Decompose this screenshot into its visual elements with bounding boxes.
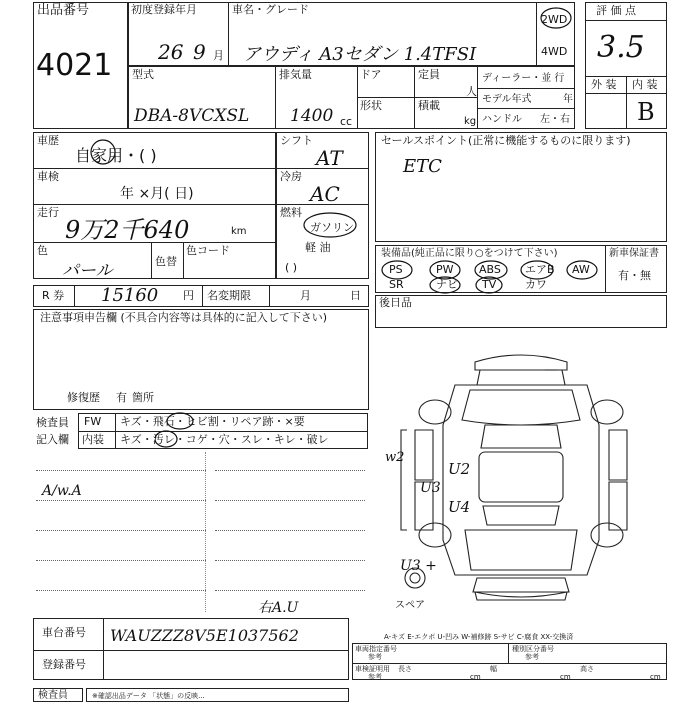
fuel-option: 軽 油	[305, 241, 331, 254]
chassis-label: 車台番号	[42, 626, 86, 639]
drive-4wd: 4WD	[541, 45, 568, 58]
load-unit: kg	[464, 116, 477, 127]
handle-label: ハンドル	[482, 114, 522, 125]
rear-item-box	[375, 295, 667, 328]
displacement-unit: cc	[340, 115, 353, 128]
gasoline-circle	[300, 210, 362, 240]
diag-u4: U4	[448, 498, 471, 516]
equip-pw: PW	[436, 263, 454, 276]
r-ken-label: R 券	[42, 289, 65, 302]
shift-label: シフト	[280, 134, 313, 147]
name-grade-label: 車名・グレード	[232, 3, 309, 16]
history-label: 車歴	[37, 134, 59, 147]
grade-label: 評 価 点	[596, 4, 636, 17]
reg-label: 登録番号	[42, 658, 86, 671]
first-reg-month: 9	[193, 40, 206, 64]
repair-value: 有	[116, 391, 127, 404]
chassis-value: WAUZZZ8V5E1037562	[110, 626, 299, 645]
inspector-label-1: 検査員	[36, 416, 69, 429]
equip-tv: TV	[482, 278, 497, 291]
notes-label: 注意事項申告欄 (不具合内容等は具体的に記入して下さい)	[40, 311, 328, 324]
height-label: 高さ	[580, 665, 594, 673]
height-unit: cm	[650, 673, 661, 681]
color-label: 色	[37, 244, 48, 257]
equipment-circle-marks	[375, 255, 605, 295]
dealer-label: ディーラー・並 行	[482, 73, 565, 84]
ac-label: 冷房	[280, 170, 302, 183]
drive-2wd: 2WD	[541, 13, 568, 26]
diag-spare: スペア	[395, 600, 425, 611]
sales-point-label: セールスポイント(正常に機能するものに限ります)	[381, 134, 631, 147]
equip-abs: ABS	[479, 263, 501, 276]
fuel-value: ガソリン	[310, 221, 354, 234]
prefix-label: 車両指定番号	[355, 645, 397, 653]
equip-ps: PS	[389, 263, 403, 276]
equip-airbag: エアB	[525, 263, 555, 276]
car-name: アウディ A3セダン 1.4TFSI	[243, 44, 477, 65]
footer-label: 検査員	[38, 690, 68, 701]
cert-ref: 参考	[368, 673, 382, 681]
width-label: 幅	[490, 665, 497, 673]
car-damage-diagram	[375, 330, 667, 622]
mileage-value: 9万2千640	[65, 216, 190, 244]
first-reg-unit: 月	[213, 49, 224, 62]
class-ref: 参考	[525, 653, 539, 661]
repair-label: 修復歴	[67, 391, 100, 404]
r-ken-box	[33, 285, 369, 307]
history-value: 自家用・( )	[75, 146, 157, 165]
fw-label: FW	[84, 415, 102, 428]
cert-label: 車検証明用	[355, 665, 390, 673]
handle-value: 左・右	[540, 114, 570, 125]
meihen-label: 名変期限	[207, 289, 251, 302]
diag-u3-left: U3	[420, 480, 441, 496]
capacity-unit: 人	[466, 85, 477, 98]
r-ken-unit: 円	[183, 289, 194, 302]
model-year-label: モデル年式	[482, 94, 532, 105]
length-unit: cm	[470, 673, 481, 681]
sales-point-box	[375, 132, 667, 242]
capacity-label: 定員	[418, 68, 440, 81]
inspection-value: 年 ×月( 日)	[120, 186, 194, 202]
inspector-circle-marks	[155, 411, 235, 451]
handwritten-note-2: 右A.U	[258, 600, 299, 616]
diag-w2: w2	[385, 450, 405, 465]
fuel-paren: ( )	[285, 261, 298, 274]
interior-inspect-label: 内装	[82, 433, 104, 446]
meihen-day: 日	[350, 289, 361, 302]
first-reg-year: 26	[158, 40, 184, 64]
private-use-circle	[88, 138, 118, 166]
model-value: DBA-8VCXSL	[134, 106, 250, 126]
repair-location: 箇所	[132, 391, 154, 404]
equip-leather: カワ	[525, 278, 547, 291]
grade-value: 3.5	[597, 30, 645, 65]
handwritten-note-1: A/w.A	[42, 483, 82, 499]
legend-text: A-キズ E-エクボ U-凹み W-補修跡 S-サビ C-腐食 XX-交換済	[384, 633, 574, 641]
displacement-value: 1400	[290, 106, 334, 126]
sales-point-value: ETC	[403, 156, 442, 177]
drive-circle-mark	[536, 4, 576, 32]
mileage-label: 走行	[37, 206, 59, 219]
interior-grade: B	[637, 98, 655, 126]
footer-text: ※確認出品データ 「状態」の反映...	[92, 692, 205, 700]
model-label: 型式	[132, 68, 154, 81]
inspection-label: 車検	[37, 170, 59, 183]
diag-u3-bottom: U3 +	[400, 558, 437, 574]
lot-label: 出品番号	[37, 3, 90, 18]
rear-item-label: 後日品	[379, 296, 412, 309]
load-label: 積載	[418, 99, 440, 112]
equip-navi: ナビ	[436, 278, 458, 291]
meihen-month: 月	[300, 289, 311, 302]
warranty-label: 新車保証書	[609, 248, 659, 259]
displacement-label: 排気量	[279, 68, 312, 81]
shift-value: AT	[316, 146, 343, 170]
door-label: ドア	[360, 68, 382, 81]
color-change-label: 色替	[155, 255, 177, 268]
length-label: 長さ	[398, 665, 412, 673]
fuel-label: 燃料	[280, 206, 302, 219]
ac-value: AC	[310, 182, 340, 206]
lot-number: 4021	[36, 48, 113, 83]
shape-label: 形状	[360, 99, 382, 112]
interior-label: 内 装	[632, 78, 658, 91]
width-unit: cm	[560, 673, 571, 681]
warranty-value: 有・無	[618, 269, 651, 282]
first-reg-label: 初度登録年月	[131, 3, 197, 16]
equip-sr: SR	[389, 278, 404, 291]
mileage-unit: km	[231, 226, 247, 237]
prefix-ref: 参考	[368, 653, 382, 661]
color-value: パール	[62, 261, 113, 281]
interior-items: キズ・汚レ・コゲ・穴・スレ・キレ・破レ	[120, 433, 329, 446]
exterior-label: 外 装	[591, 78, 617, 91]
legend-box	[352, 643, 667, 680]
class-label: 種別区分番号	[512, 645, 554, 653]
equipment-label: 装備品(純正品に限り○をつけて下さい)	[381, 248, 558, 259]
inspector-label-2: 記入欄	[36, 433, 69, 446]
color-code-label: 色コード	[186, 244, 230, 257]
equip-aw: AW	[572, 263, 590, 276]
model-year-unit: 年	[563, 94, 573, 105]
r-ken-value: 15160	[101, 285, 159, 306]
fw-items: キズ・飛石・ヒビ割・リペア跡・×要	[120, 415, 305, 428]
diag-u2: U2	[448, 460, 471, 478]
